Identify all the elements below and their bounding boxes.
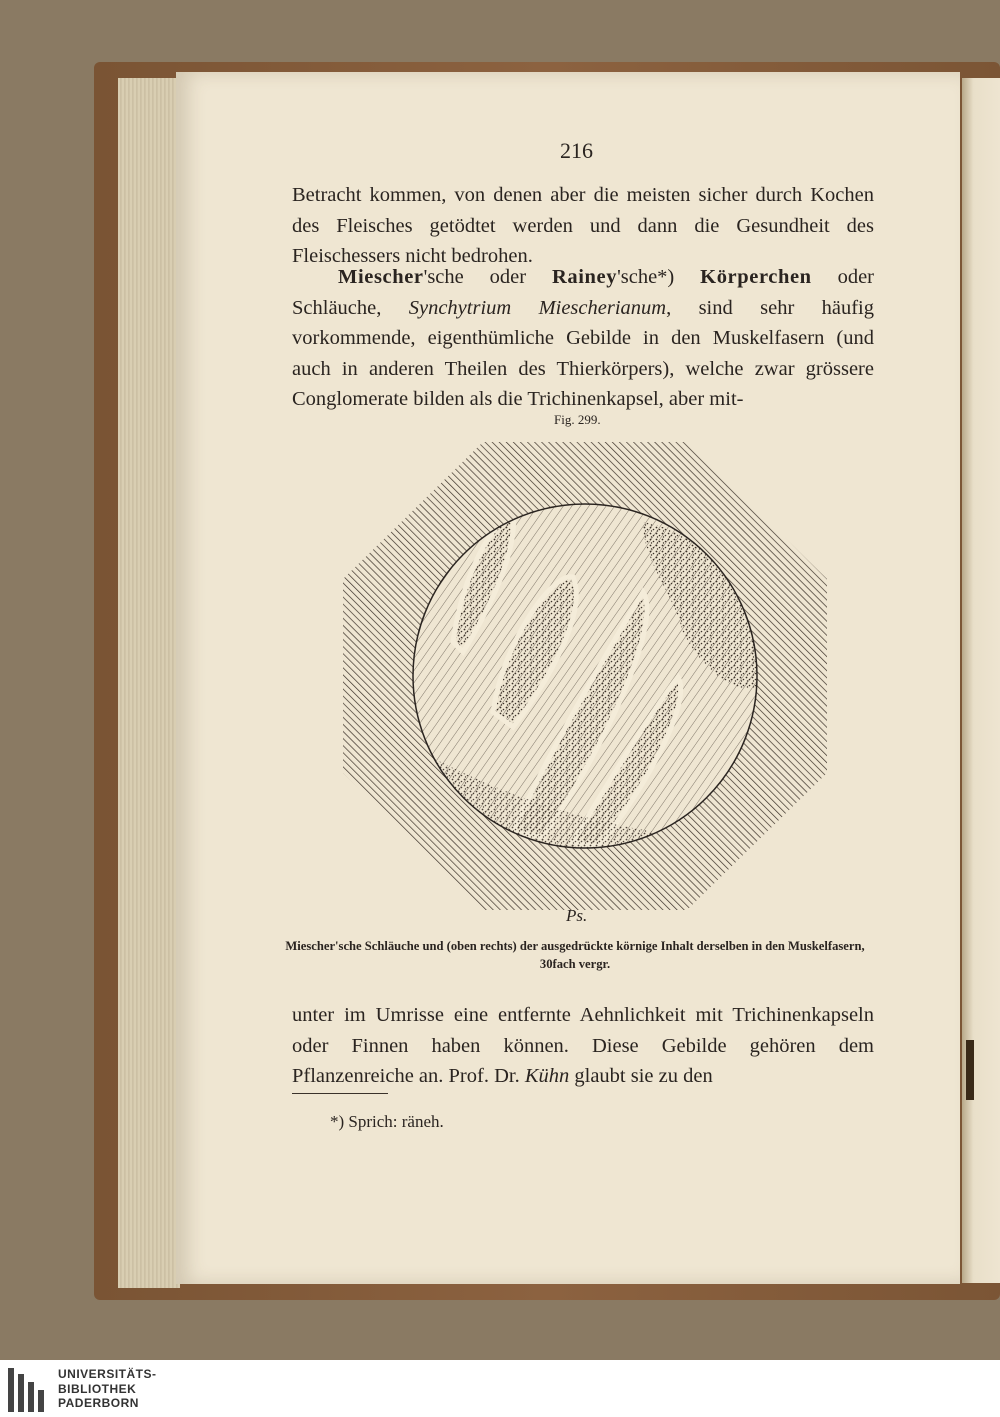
library-logo-line-3: PADERBORN	[58, 1396, 139, 1410]
library-logo-icon	[6, 1366, 48, 1414]
footnote: *) Sprich: räneh.	[330, 1112, 444, 1131]
paragraph-3-text-1: unter im Umrisse eine entfernte Aehnlichkeit mit Trichinenkapseln oder Finnen haben können. Diese Gebilde gehören dem Pflanzenreiche an. Prof. Dr.	[292, 1004, 874, 1087]
page-number: 216	[560, 138, 593, 163]
paragraph-2-text-2: 'sche*)	[617, 266, 701, 288]
name-rainey: Rainey	[551, 266, 618, 288]
paragraph-2-text-3: oder Schläuche,	[292, 266, 874, 319]
figure-mark: Ps.	[566, 906, 588, 925]
author-kuehn: Kühn	[524, 1065, 570, 1087]
name-miescher: Miescher	[338, 266, 424, 288]
paragraph-2-text-1: 'sche oder	[423, 266, 552, 288]
paragraph-3	[292, 1000, 874, 1092]
paragraph-2-text-4: , sind sehr häufig vorkommende, eigenthümliche Gebilde in den Muskelfasern (und auch in anderen Theilen des Thierkörpers), welche zwar grössere Conglomerate bilden als die Trichinenkapsel, aber mit-	[292, 296, 874, 410]
footnote-rule	[292, 1093, 388, 1094]
facing-page-edge	[962, 78, 1000, 1283]
paragraph-3-text-2: glaubt sie zu den	[569, 1065, 713, 1087]
library-logo-line-2: BIBLIOTHEK	[58, 1381, 137, 1396]
figure-caption: Miescher'sche Schläuche und (oben rechts) der ausgedrückte körnige Inhalt derselben in den Muskelfasern, 30fach vergr.	[285, 939, 865, 971]
paragraph-2	[292, 262, 874, 415]
library-logo-text	[58, 1367, 157, 1411]
paragraph-1: Betracht kommen, von denen aber die meisten sicher durch Kochen des Fleisches getödtet werden und dann die Gesundheit des Fleischessers nicht bedrohen.	[292, 184, 874, 267]
microscope-figure	[343, 442, 827, 910]
page-edges	[118, 78, 180, 1288]
latin-name: Synchytrium Miescherianum	[408, 296, 667, 319]
bookmark-ribbon	[966, 1040, 974, 1100]
term-koerperchen: Körperchen	[700, 266, 812, 288]
figure-label: Fig. 299.	[554, 412, 601, 427]
library-logo-line-1: UNIVERSITÄTS-	[58, 1367, 157, 1381]
